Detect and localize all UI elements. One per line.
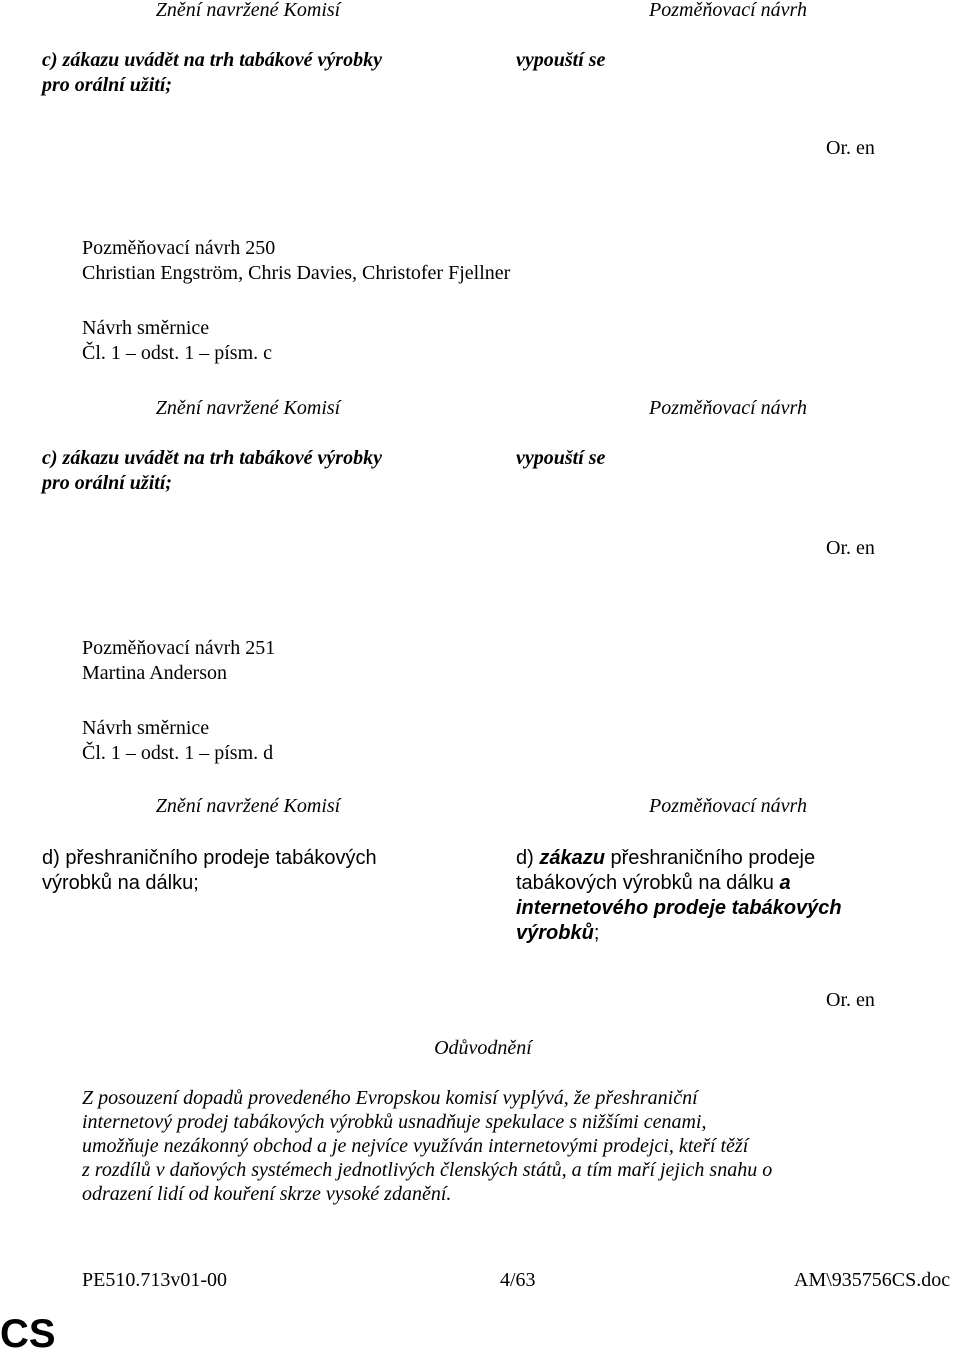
amendment-header xyxy=(82,236,510,286)
justification-line: internetový prodej tabákových výrobků usnadňuje spekulace s nižšími cenami, xyxy=(82,1111,707,1133)
amendment-text-line xyxy=(516,871,936,896)
amendment-text-segment: přeshraničního prodeje xyxy=(604,847,816,869)
commission-text-line: c) zákazu uvádět na trh tabákové výrobky xyxy=(42,447,382,469)
amendment-text-line: vypouští se xyxy=(516,49,606,71)
inserted-text: internetového prodeje tabákových xyxy=(516,897,842,919)
amendment-number: Pozměňovací návrh 250 xyxy=(82,237,276,259)
article-reference: Čl. 1 – odst. 1 – písm. d xyxy=(82,742,274,764)
inserted-text: zákazu xyxy=(539,847,605,869)
article-reference: Čl. 1 – odst. 1 – písm. c xyxy=(82,342,273,364)
footer-reference: PE510.713v01-00 xyxy=(82,1269,227,1291)
justification-text xyxy=(82,1086,902,1206)
column-heading-commission-text: Znění navržené Komisí xyxy=(155,0,341,21)
inserted-text: výrobků xyxy=(516,922,594,944)
commission-text-line: pro orální užití; xyxy=(42,74,173,96)
commission-text-line: výrobků na dálku; xyxy=(42,872,199,894)
commission-text-line: c) zákazu uvádět na trh tabákové výrobky xyxy=(42,49,382,71)
commission-text-cell xyxy=(42,446,472,496)
original-language: Or. en xyxy=(826,537,875,559)
column-heading-commission-text: Znění navržené Komisí xyxy=(155,397,341,419)
footer-document-name: AM\935756CS.doc xyxy=(794,1269,951,1291)
original-language: Or. en xyxy=(826,137,875,159)
justification-line: odrazení lidí od kouření skrze vysoké zdanění. xyxy=(82,1183,452,1205)
footer-page-number: 4/63 xyxy=(500,1269,536,1291)
commission-text-cell xyxy=(42,48,472,98)
commission-text-cell xyxy=(42,846,472,896)
amendment-text-line: vypouští se xyxy=(516,447,606,469)
proposal-title: Návrh směrnice xyxy=(82,317,210,339)
amendment-authors: Martina Anderson xyxy=(82,662,227,684)
amendment-text-segment: d) xyxy=(516,847,540,869)
justification-title: Odůvodnění xyxy=(434,1037,532,1059)
column-heading-amendment: Pozměňovací návrh xyxy=(649,0,807,21)
amendment-text-cell xyxy=(516,846,936,946)
original-language: Or. en xyxy=(826,989,875,1011)
column-heading-commission-text: Znění navržené Komisí xyxy=(155,795,341,817)
justification-line: z rozdílů v daňových systémech jednotlivých členských států, a tím maří jejich snahu o xyxy=(82,1159,773,1181)
amendment-text-segment: tabákových výrobků na dálku xyxy=(516,872,780,894)
amendment-text-line xyxy=(516,846,936,871)
amendment-number: Pozměňovací návrh 251 xyxy=(82,637,276,659)
language-code-mark: CS xyxy=(0,1312,56,1356)
amendment-reference xyxy=(82,716,273,766)
amendment-text-cell xyxy=(516,48,936,73)
commission-text-line: d) přeshraničního prodeje tabákových xyxy=(42,847,377,869)
justification-line: umožňuje nezákonný obchod a je nejvíce využíván internetovými prodejci, kteří těží xyxy=(82,1135,749,1157)
amendment-authors: Christian Engström, Chris Davies, Christofer Fjellner xyxy=(82,262,511,284)
justification-line: Z posouzení dopadů provedeného Evropskou komisí vyplývá, že přeshraniční xyxy=(82,1087,698,1109)
amendment-text-line xyxy=(516,921,936,946)
inserted-text: a xyxy=(779,872,791,894)
amendment-text-segment: ; xyxy=(593,922,600,944)
amendment-text-cell xyxy=(516,446,936,471)
amendment-header xyxy=(82,636,275,686)
commission-text-line: pro orální užití; xyxy=(42,472,173,494)
amendment-reference xyxy=(82,316,272,366)
proposal-title: Návrh směrnice xyxy=(82,717,210,739)
column-heading-amendment: Pozměňovací návrh xyxy=(649,397,807,419)
column-heading-amendment: Pozměňovací návrh xyxy=(649,795,807,817)
